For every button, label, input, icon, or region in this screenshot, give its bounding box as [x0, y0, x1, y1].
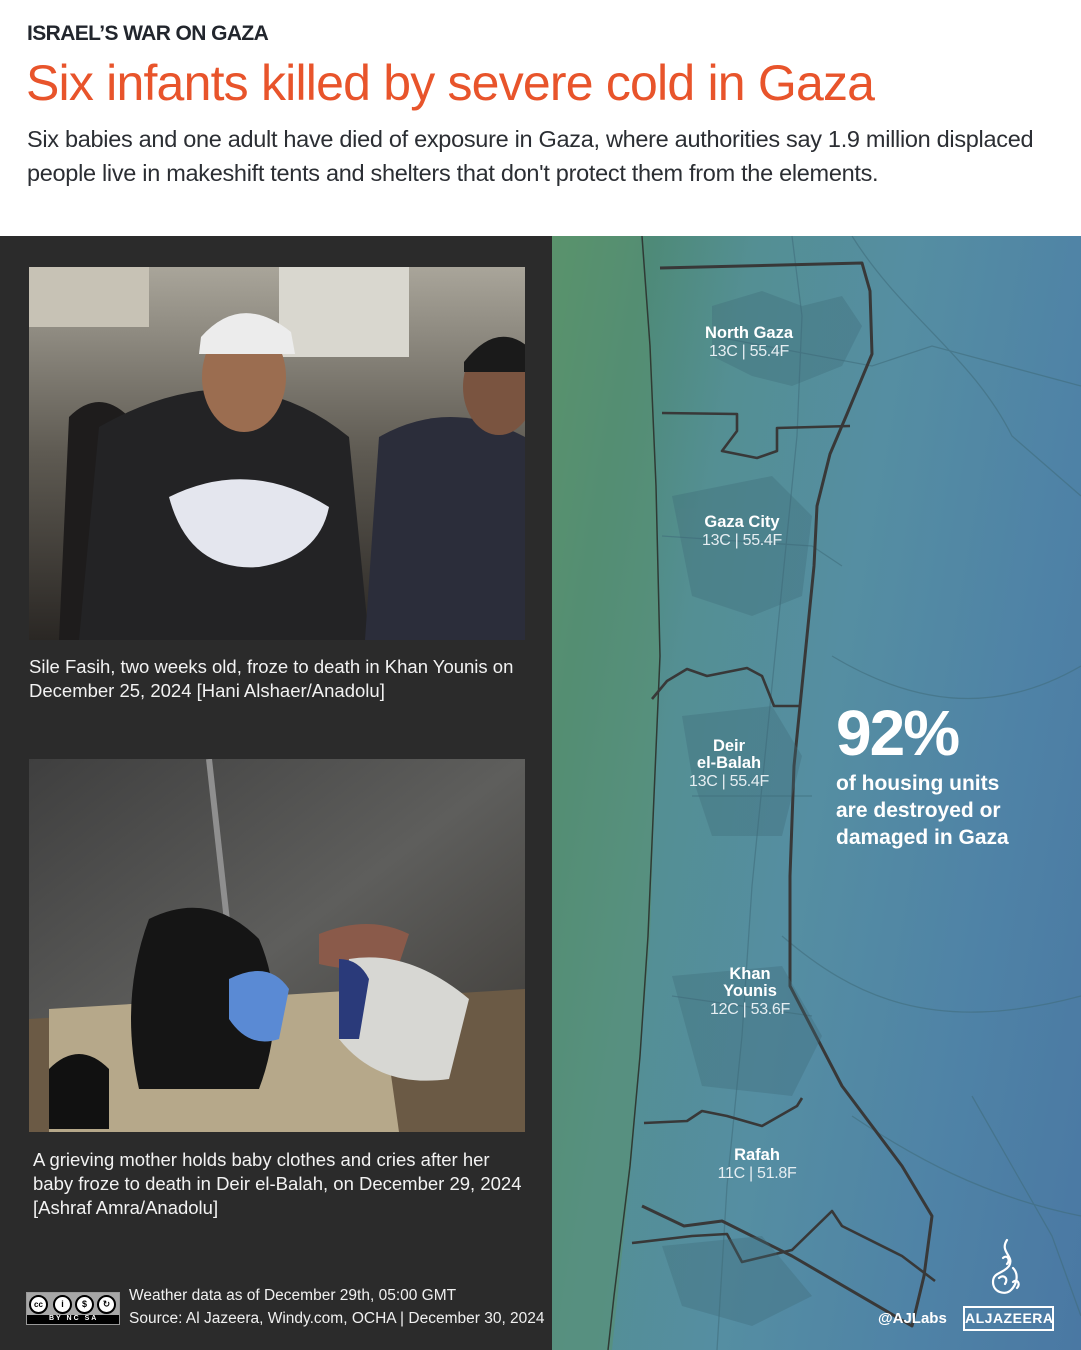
cc-icon: cc: [29, 1295, 48, 1314]
headline: Six infants killed by severe cold in Gaza: [26, 55, 875, 111]
region-temperature: 12C | 53.6F: [709, 1001, 791, 1018]
region-name: Gaza City: [704, 513, 780, 531]
region-temperature: 13C | 55.4F: [701, 532, 783, 549]
ajlabs-handle: @AJLabs: [878, 1310, 947, 1327]
region-name-line2: Younis: [723, 982, 777, 1000]
aljazeera-emblem-icon: [985, 1238, 1027, 1300]
region-name: Rafah: [734, 1146, 780, 1164]
region-name-line1: Deir: [712, 737, 746, 755]
region-name-line1: Khan: [729, 965, 771, 983]
region-temperature: 11C | 51.8F: [717, 1165, 797, 1182]
region-label-deir-el-balah: [689, 738, 769, 792]
stat-line: of housing units: [836, 772, 1000, 795]
region-label-khan-younis: [710, 966, 790, 1020]
license-labels: BY NC SA: [49, 1315, 99, 1322]
creative-commons-license-icon: [26, 1292, 120, 1325]
photo-grieving-mother: [29, 759, 525, 1132]
stat-description: [836, 770, 1009, 851]
attribution-icon: i: [53, 1295, 72, 1314]
housing-damage-stat: [836, 697, 1009, 851]
noncommercial-icon: $: [75, 1295, 94, 1314]
dek: Six babies and one adult have died of exposure in Gaza, where authorities say 1.9 million displaced people live in makeshift tents and shelters that don't protect them from the elements.: [27, 126, 1034, 186]
footer: [0, 1280, 640, 1340]
photo-panel: [0, 236, 552, 1350]
weather-data-note: Weather data as of December 29th, 05:00 GMT: [129, 1287, 457, 1304]
stat-value: 92%: [836, 697, 959, 769]
source-line: Source: Al Jazeera, Windy.com, OCHA | December 30, 2024: [129, 1310, 545, 1327]
sharealike-icon: ↻: [97, 1295, 116, 1314]
header: [0, 0, 1081, 236]
section-kicker: ISRAEL’S WAR ON GAZA: [27, 22, 269, 45]
aljazeera-wordmark: ALJAZEERA: [963, 1306, 1054, 1331]
region-label-rafah: [718, 1147, 797, 1184]
stat-line: damaged in Gaza: [836, 826, 1009, 849]
region-label-gaza-city: [702, 514, 782, 551]
region-label-north-gaza: [705, 325, 793, 362]
region-temperature: 13C | 55.4F: [708, 343, 790, 360]
photo-caption-1: Sile Fasih, two weeks old, froze to death in Khan Younis on December 25, 2024 [Hani Alshaer/Anadolu]: [29, 656, 514, 701]
region-name: North Gaza: [704, 324, 794, 342]
photo-father-with-infant: [29, 267, 525, 640]
region-temperature: 13C | 55.4F: [688, 773, 770, 790]
stat-line: are destroyed or: [836, 799, 1001, 822]
region-name-line2: el-Balah: [696, 754, 762, 772]
photo-caption-2: A grieving mother holds baby clothes and cries after her baby froze to death in Deir el-Balah, on December 29, 2024 [Ashraf Amra/Anadolu]: [33, 1149, 522, 1218]
